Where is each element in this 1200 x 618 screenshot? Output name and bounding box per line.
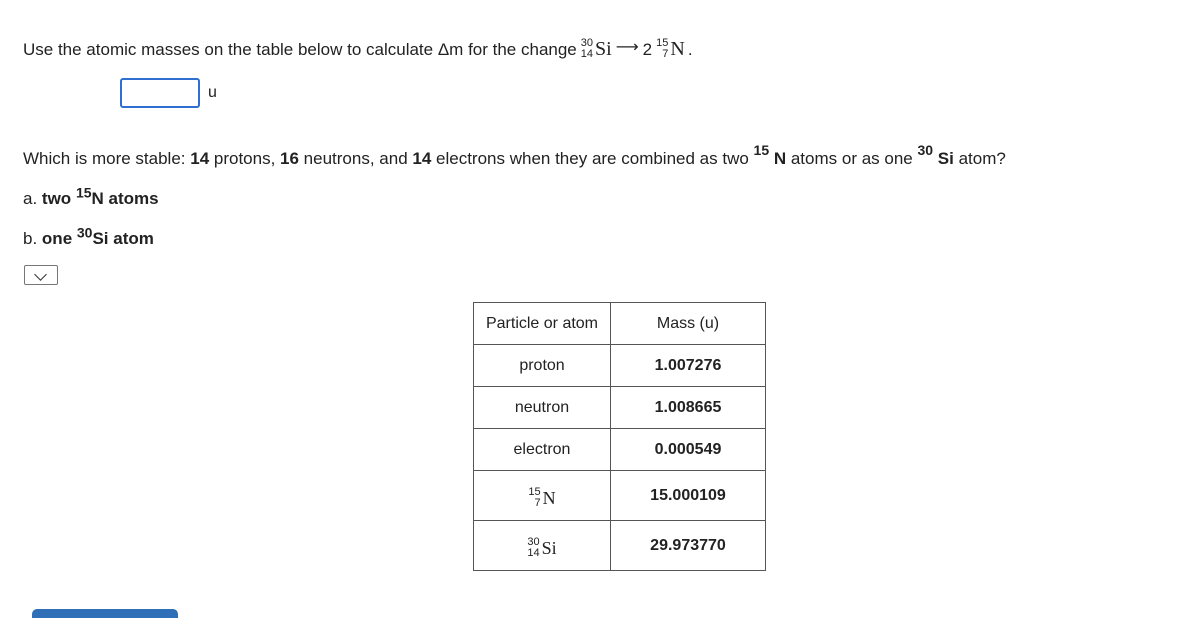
option-a xyxy=(23,184,159,209)
q2-protons-count: 14 xyxy=(190,149,210,168)
nuclide-atomic-number: 14 xyxy=(527,547,540,559)
chevron-down-icon xyxy=(34,268,47,281)
nuclide-atomic-number: 7 xyxy=(534,497,541,509)
option-b-word: one xyxy=(41,229,73,248)
question-1-suffix: . xyxy=(687,40,693,59)
q2-n-symbol: N xyxy=(773,149,787,168)
reaction-arrow-icon: ⟶ xyxy=(615,39,639,56)
option-b-mass-number: 30 xyxy=(76,224,93,241)
q2-text-1: Which is more stable: xyxy=(23,149,191,168)
reactant-nuclide xyxy=(581,38,612,60)
option-a-letter: a. xyxy=(23,189,38,208)
product-mass-number: 15 xyxy=(656,37,669,49)
q2-text-3: neutrons, and xyxy=(298,149,413,168)
reactant-mass-number: 30 xyxy=(580,37,594,49)
option-a-word: two xyxy=(41,189,72,208)
q2-text-6: atom? xyxy=(953,149,1006,168)
q2-text-5: atoms or as one xyxy=(786,149,918,168)
mass-cell: 1.007276 xyxy=(611,345,766,387)
product-nuclide xyxy=(656,38,685,60)
table-row xyxy=(474,345,766,387)
option-b-text: Si atom xyxy=(92,229,154,248)
unit-label: u xyxy=(208,84,217,101)
answer-row xyxy=(120,78,217,108)
option-b-letter: b. xyxy=(23,229,38,248)
table-row xyxy=(474,387,766,429)
table-row xyxy=(474,521,766,571)
q2-neutrons-count: 16 xyxy=(280,149,299,168)
table-header-mass: Mass (u) xyxy=(611,303,766,345)
product-symbol: N xyxy=(670,38,685,60)
option-a-mass-number: 15 xyxy=(75,184,92,201)
mass-cell: 29.973770 xyxy=(611,521,766,571)
submit-button[interactable] xyxy=(32,609,178,618)
answer-select[interactable] xyxy=(24,265,58,285)
mass-cell: 0.000549 xyxy=(611,429,766,471)
option-b xyxy=(23,224,154,249)
mass-cell: 15.000109 xyxy=(611,471,766,521)
nuclide-symbol: N xyxy=(542,487,556,508)
particle-cell: electron xyxy=(474,429,611,471)
particle-cell: proton xyxy=(474,345,611,387)
question-1-text: Use the atomic masses on the table below to calculate Δm for the change xyxy=(23,40,577,59)
particle-cell xyxy=(474,471,611,521)
particle-cell: neutron xyxy=(474,387,611,429)
q2-electrons-count: 14 xyxy=(412,149,432,168)
q2-si-mass-number: 30 xyxy=(917,142,934,159)
reactant-atomic-number: 14 xyxy=(580,48,594,60)
product-coefficient: 2 xyxy=(642,40,653,59)
table-row xyxy=(474,471,766,521)
table-row xyxy=(474,429,766,471)
question-1-prompt xyxy=(23,38,693,60)
question-2-prompt xyxy=(23,142,1006,169)
q2-si-symbol: Si xyxy=(937,149,954,168)
nitrogen-nuclide xyxy=(528,487,555,509)
nuclide-symbol: Si xyxy=(541,537,557,558)
mass-change-input[interactable] xyxy=(120,78,200,108)
q2-n-mass-number: 15 xyxy=(753,142,770,159)
product-atomic-number: 7 xyxy=(662,48,669,60)
reactant-symbol: Si xyxy=(595,38,612,60)
nuclide-mass-number: 15 xyxy=(528,486,541,498)
nuclide-mass-number: 30 xyxy=(527,536,540,548)
table-header-particle: Particle or atom xyxy=(474,303,611,345)
mass-cell: 1.008665 xyxy=(611,387,766,429)
silicon-nuclide xyxy=(527,537,556,559)
option-a-text: N atoms xyxy=(91,189,159,208)
particle-cell xyxy=(474,521,611,571)
atomic-mass-table xyxy=(473,302,766,571)
q2-text-4: electrons when they are combined as two xyxy=(431,149,754,168)
table-header-row xyxy=(474,303,766,345)
q2-text-2: protons, xyxy=(209,149,281,168)
